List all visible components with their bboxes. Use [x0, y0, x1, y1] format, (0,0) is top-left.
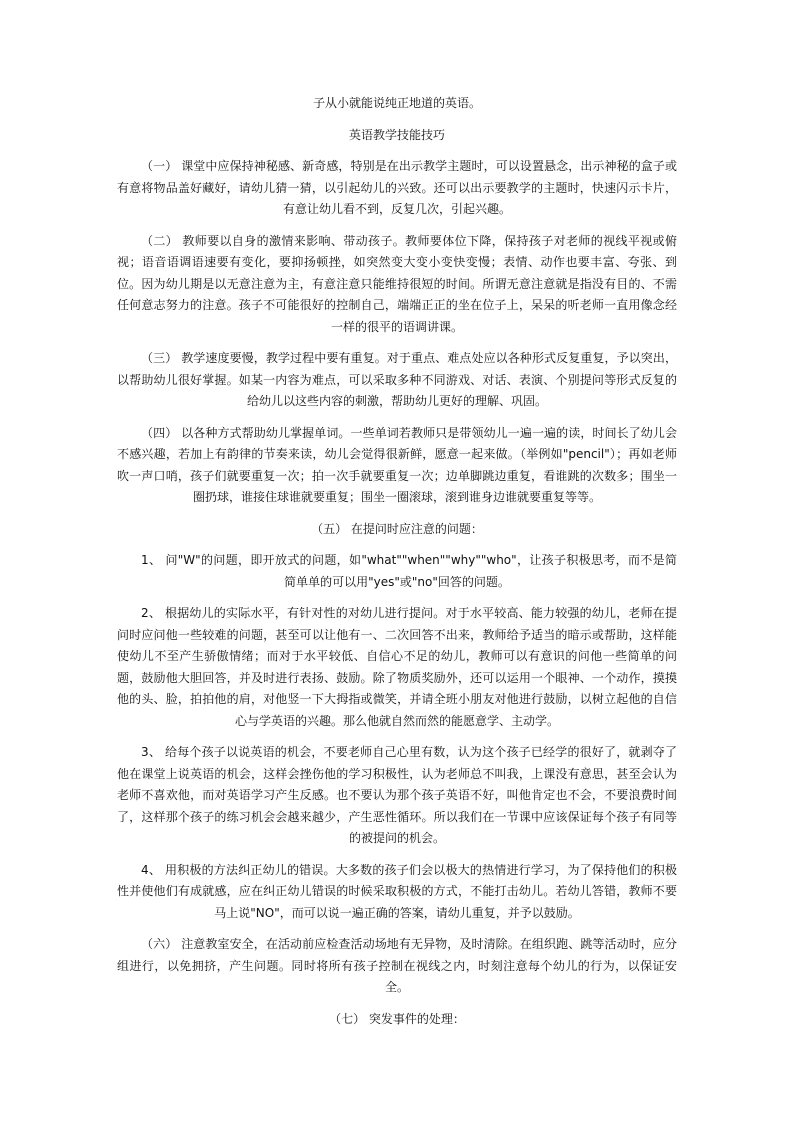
paragraph-point-7-heading: （七） 突发事件的处理：	[329, 1011, 465, 1026]
document-page	[117, 93, 677, 1030]
list-item-4: 4、 用积极的方法纠正幼儿的错误。大多数的孩子们会以极大的热情进行学习，为了保持他们的积极性并使他们有成就感，应在纠正幼儿错误的时候采取积极的方式，不能打击幼儿。若幼儿答错，教师不要马上说"NO"，而可以说一遍正确的答案，请幼儿重复，并予以鼓励。	[117, 862, 677, 920]
list-item-3: 3、 给每个孩子以说英语的机会，不要老师自己心里有数，认为这个孩子已经学的很好了，就剥夺了他在课堂上说英语的机会，这样会挫伤他的学习积极性，认为老师总不叫我，上课没有意思，甚至会认为老师不喜欢他，而对英语学习产生反感。也不要认为那个孩子英语不好，叫他肯定也不会，不要浪费时间了，这样那个孩子的练习机会会越来越少，产生恶性循环。所以我们在一节课中应该保证每个孩子有同等的被提问的机会。	[117, 745, 677, 845]
paragraph-point-2: （二） 教师要以自身的激情来影响、带动孩子。教师要体位下降，保持孩子对老师的视线平视或俯视；语音语调语速要有变化，要抑扬顿挫，如突然变大变小变快变慢；表情、动作也要丰富、夸张、到位。因为幼儿期是以无意注意为主，有意注意只能维持很短的时间。所谓无意注意就是指没有目的、不需任何意志努力的注意。孩子不可能很好的控制自己，端端正正的坐在位子上，呆呆的听老师一直用像念经一样的很平的语调讲课。	[117, 233, 677, 334]
paragraph-point-1: （一） 课堂中应保持神秘感、新奇感，特别是在出示教学主题时，可以设置悬念，出示神秘的盒子或有意将物品盖好藏好，请幼儿猜一猜，以引起幼儿的兴致。还可以出示要教学的主题时，快速闪示卡片，有意让幼儿看不到，反复几次，引起兴趣。	[117, 159, 677, 216]
paragraph-point-6: （六） 注意教室安全，在活动前应检查活动场地有无异物，及时清除。在组织跑、跳等活动时，应分组进行，以免拥挤，产生问题。同时将所有孩子控制在视线之内，时刻注意每个幼儿的行为，以保证安全。	[117, 937, 677, 994]
paragraph-point-5-heading: （五） 在提问时应注意的问题：	[311, 521, 483, 536]
list-item-1: 1、 问"W"的问题，即开放式的问题，如"what""when""why""who"，让孩子积极思考，而不是简简单单的可以用"yes"或"no"回答的问题。	[141, 553, 677, 589]
intro-line: 子从小就能说纯正地道的英语。	[312, 96, 481, 110]
paragraph-point-3: （三） 教学速度要慢，教学过程中要有重复。对于重点、难点处应以各种形式反复重复，予以突出，以帮助幼儿很好掌握。如某一内容为难点，可以采取多种不同游戏、对话、表演、个别提问等形式反复的给幼儿以这些内容的刺激，帮助幼儿更好的理解、巩固。	[117, 351, 677, 408]
paragraph-point-4: （四） 以各种方式帮助幼儿掌握单词。一些单词若教师只是带领幼儿一遍一遍的读，时间长了幼儿会不感兴趣，若加上有韵律的节奏来读，幼儿会觉得很新鲜，愿意一起来做。（举例如"pencil"）；再如老师吹一声口哨，孩子们就要重复一次；拍一次手就要重复一次；边单脚跳边重复，看谁跳的次数多；围坐一圈扔球，谁接住球谁就要重复；围坐一圈滚球，滚到谁身边谁就要重复等等。	[117, 425, 677, 504]
section-title: 英语教学技能技巧	[348, 127, 445, 142]
list-item-2: 2、 根据幼儿的实际水平，有针对性的对幼儿进行提问。对于水平较高、能力较强的幼儿，老师在提问时应问他一些较难的问题，甚至可以让他有一、二次回答不出来，教师给予适当的暗示或帮助，这样能使幼儿不至产生骄傲情绪；而对于水平较低、自信心不足的幼儿，教师可以有意识的问他一些简单的问题，鼓励他大胆回答，并及时进行表扬、鼓励。除了物质奖励外，还可以运用一个眼神、一个动作，摸摸他的头、脸，拍拍他的肩，对他竖一下大拇指或微笑，并请全班小朋友对他进行鼓励，以树立起他的自信心与学英语的兴趣。那么他就自然而然的能愿意学、主动学。	[117, 606, 677, 728]
